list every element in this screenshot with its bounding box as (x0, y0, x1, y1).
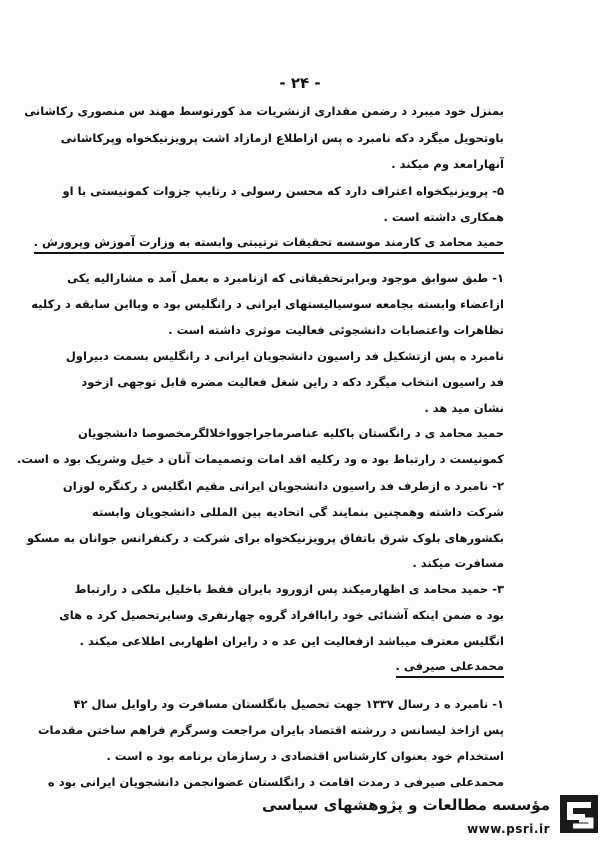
text-line: ۳- حمید محامد ی اظهارمیکند پس ازورود بایران فقط باخلیل ملکی د رارتباط (74, 582, 504, 596)
text-line: پس ازاخذ لیسانس د ررشته اقتصاد بایران مراجعت وسرگرم فراهم ساختن مقدمات (37, 723, 504, 737)
text-line: بمنزل خود میبرد د رضمن مقداری ازنشریات مذ کورتوسط مهند س منصوری رکاشانی (24, 104, 504, 118)
text-line: انگلیس معترف میباشد ازفعالیت این عد ه د رایران اظهاربی اطلاعی میکند . (79, 634, 504, 648)
psri-logo-icon (560, 795, 598, 833)
text-line: تظاهرات واعتصابات دانشجوئی فعالیت موثری داشته است . (168, 323, 504, 337)
text-line: ۵- پرویزنیکخواه اعتراف دارد که محسن رسولی د رتایپ جزوات کمونیستی با او (62, 184, 504, 198)
text-line: محمدعلی صیرفی د رمدت اقامت د رانگلستان عضوانجمن دانشجویان ایرانی بود ه (47, 775, 504, 789)
text-line: حمید محامد ی د رانگستان باکلیه عناصرماجراجوواخلالگرمخصوصا دانشجویان (78, 426, 504, 440)
text-line: بکشورهای بلوک شرق باتفاق پرویزنیکخواه برای شرکت د رکنفرانس جوانان به مسکو (26, 531, 504, 545)
text-line: باوتحویل میگرد دکه نامبرد ه پس ازاطلاع ازمازاد اشت پرویزنیکخواه وپرکاشانی (60, 131, 504, 145)
section-heading: محمدعلی صیرفی . (396, 658, 504, 678)
text-line: ۱- طبق سوابق موجود وبرابرتحقیقاتی که ازنامبرد ه بعمل آمد ه مشارالیه یکی (67, 271, 504, 285)
institution-name: مؤسسه مطالعات و پژوهشهای سیاسی (261, 796, 550, 814)
text-line: فد راسیون انتخاب میگرد دکه د راین شغل فعالیت مضره قابل توجهی ازخود (81, 375, 504, 389)
text-line: نشان مید هد . (424, 401, 504, 415)
text-line: نامبرد ه پس ازتشکیل فد راسیون دانشجویان ایرانی د رانگلیس بسمت دبیراول (65, 349, 504, 363)
text-line: ۲- نامبرد ه ازطرف فد راسیون دانشجویان ایرانی مقیم انگلیس د رکنگره لوزان (62, 479, 504, 493)
website-link[interactable]: www.psri.ir (467, 822, 550, 836)
text-line: استخدام خود بعنوان کارشناس اقتصادی د رسازمان برنامه بود ه است . (106, 749, 504, 763)
text-line: مسافرت میکند . (412, 556, 504, 570)
section-heading: حمید محامد ی کارمند موسسه تحقیقات ترتیبتی وابسته به وزارت آموزش وپرورش . (34, 234, 504, 254)
text-line: آنهارامعد وم میکند . (391, 157, 504, 171)
text-line: بود ه ضمن اینکه آشنائی خود راباافراد گروه چهارنفری وسایرتحصیل کرد ه های (59, 608, 504, 622)
text-line: ازاعضاء وابسته بجامعه سوسیالیستهای ایرانی د رانگلیس بود ه وبااین سابقه د رکلیه (31, 297, 504, 311)
page-number: - ۲۴ - (279, 74, 321, 92)
text-line: همکاری داشته است . (383, 210, 504, 224)
text-line: کمونیست د رارتباط بود ه ود رکلیه اقد امات وتصمیمات آنان د خیل وشریک بود ه است. (17, 452, 504, 466)
text-line: ۱- نامبرد ه د رسال ۱۳۳۷ جهت تحصیل بانگلستان مسافرت ود راوایل سال ۴۲ (73, 697, 504, 711)
text-line: شرکت داشته وهمچنین بنمایند گی اتحادیه بین المللی دانشجویان وابسته (92, 505, 504, 519)
